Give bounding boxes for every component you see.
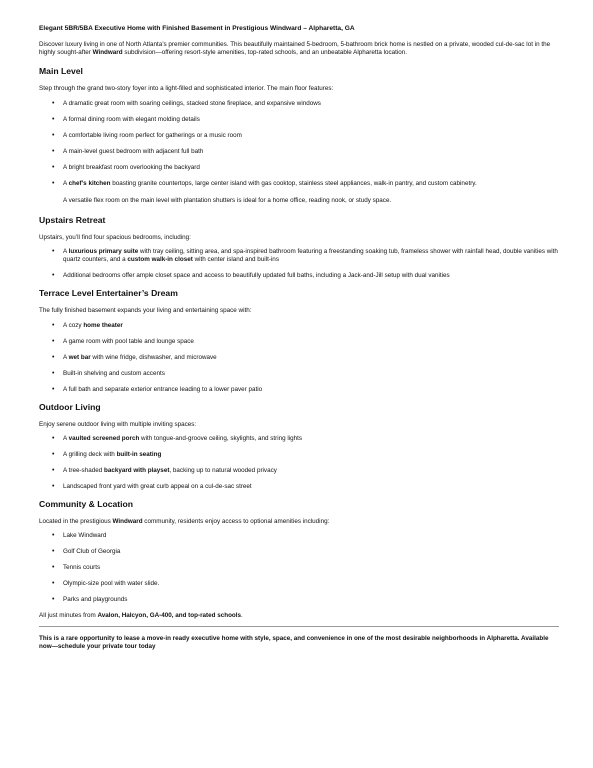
minutes-paragraph [39, 612, 559, 620]
theater-bold: home theater [83, 321, 123, 329]
main-level-list [39, 100, 559, 188]
kitchen-text-end: boasting granite countertops, large center island with gas cooktop, stainless steel appliances, walk-in pantry, and custom cabinetry. [110, 179, 477, 187]
porch-text-end: with tongue-and-groove ceiling, skylights, and string lights [139, 434, 303, 442]
list-item: • A dramatic great room with soaring ceilings, stacked stone fireplace, and expansive windows [52, 100, 559, 108]
list-item: • Parks and playgrounds [52, 596, 559, 604]
minutes-text: All just minutes from [39, 612, 98, 620]
divider [39, 626, 559, 627]
primary-text-mid: with tray ceiling, sitting area, and spa-inspired bathroom featuring a freestanding soaking tub, frameless shower with rainfall head, double vanities with quartz counters, and a [63, 248, 558, 264]
heading-main-level: Main Level [39, 66, 83, 77]
community-text: Located in the prestigious [39, 517, 113, 525]
list-item-wet-bar [52, 354, 559, 362]
section-upstairs [39, 215, 559, 281]
list-item-deck [52, 451, 559, 459]
heading-upstairs: Upstairs Retreat [39, 215, 106, 226]
minutes-text-end: . [241, 612, 243, 620]
outdoor-list [39, 435, 559, 491]
list-item: • A main-level guest bedroom with adjacent full bath [52, 148, 559, 156]
minutes-bold: Avalon, Halcyon, GA-400, and top-rated schools [97, 612, 242, 620]
list-item: • Olympic-size pool with water slide. [52, 580, 559, 588]
list-item: • Lake Windward [52, 532, 559, 540]
section-outdoor [39, 402, 559, 491]
list-item: • A full bath and separate exterior entrance leading to a lower paver patio [52, 386, 559, 394]
primary-text: A [63, 248, 69, 256]
section-main-level [39, 66, 559, 205]
intro-text-end: subdivision—offering resort-style amenities, top-rated schools, and an unbeatable Alpharetta location. [122, 49, 408, 57]
primary-bold: luxurious primary suite [68, 248, 139, 256]
heading-terrace: Terrace Level Entertainer’s Dream [39, 288, 178, 299]
deck-bold: built-in seating [116, 450, 162, 458]
yard-bold: backyard with playset [103, 466, 170, 474]
community-list [39, 532, 559, 604]
section-community [39, 499, 559, 620]
section-terrace [39, 288, 559, 393]
community-lead [39, 518, 559, 526]
intro-bold-windward: Windward [92, 49, 123, 57]
list-item-theater [52, 322, 559, 330]
listing-document [39, 24, 559, 652]
kitchen-bold: chef’s kitchen [68, 179, 111, 187]
upstairs-lead: Upstairs, you’ll find four spacious bedrooms, including: [39, 234, 191, 242]
community-bold: Windward [112, 517, 143, 525]
list-item: • Golf Club of Georgia [52, 548, 559, 556]
community-text-end: community, residents enjoy access to optional amenities including: [142, 517, 330, 525]
intro-text: Discover luxury living in one of North Atlanta’s premier communities. This beautifully maintained 5-bedroom, 5-bathroom brick home is nestled on a private, wooded cul-de-sac lot in the highly sought-after [39, 41, 551, 57]
intro-paragraph [39, 41, 559, 57]
list-item-primary-suite [52, 248, 559, 264]
closing-paragraph: This is a rare opportunity to lease a move-in ready executive home with style, space, and convenience in one of the most desirable neighborhoods in Alpharetta. Available now—schedule your private tour today [39, 635, 549, 651]
terrace-lead: The fully finished basement expands your living and entertaining space with: [39, 307, 252, 315]
closet-bold: custom walk-in closet [127, 256, 193, 264]
bar-text-end: with wine fridge, dishwasher, and microwave [90, 353, 217, 361]
list-item: • A bright breakfast room overlooking the backyard [52, 164, 559, 172]
list-item: • A game room with pool table and lounge space [52, 338, 559, 346]
deck-text: A grilling deck with [63, 450, 117, 458]
heading-community: Community & Location [39, 498, 134, 509]
list-item: • A comfortable living room perfect for gatherings or a music room [52, 132, 559, 140]
list-item: • Landscaped front yard with great curb appeal on a cul-de-sac street [52, 483, 559, 491]
flex-room-note: A versatile flex room on the main level with plantation shutters is ideal for a home office, reading nook, or study space. [63, 196, 392, 204]
terrace-list [39, 322, 559, 394]
main-level-lead: Step through the grand two-story foyer into a light-filled and sophisticated interior. The main floor features: [39, 85, 334, 93]
heading-outdoor: Outdoor Living [39, 401, 101, 412]
list-item-backyard [52, 467, 559, 475]
list-item: • Additional bedrooms offer ample closet space and access to beautifully updated full baths, including a Jack-and-Jill setup with dual vanities [52, 272, 559, 280]
list-item-kitchen [52, 180, 559, 188]
yard-text: A tree-shaded [63, 466, 104, 474]
list-item-porch [52, 435, 559, 443]
list-item: • Built-in shelving and custom accents [52, 370, 559, 378]
list-item: • A formal dining room with elegant molding details [52, 116, 559, 124]
outdoor-lead: Enjoy serene outdoor living with multiple inviting spaces: [39, 420, 197, 428]
kitchen-text: A [63, 179, 69, 187]
porch-text: A [63, 434, 69, 442]
yard-text-end: , backing up to natural wooded privacy [169, 466, 277, 474]
page-title: Elegant 5BR/5BA Executive Home with Finished Basement in Prestigious Windward – Alpharetta, GA [39, 25, 355, 32]
upstairs-list [39, 248, 559, 280]
bar-text: A [63, 353, 69, 361]
bar-bold: wet bar [68, 353, 91, 361]
list-item: • Tennis courts [52, 564, 559, 572]
porch-bold: vaulted screened porch [68, 434, 140, 442]
theater-text: A cozy [63, 321, 84, 329]
primary-text-end: with center island and built-ins [192, 256, 279, 264]
